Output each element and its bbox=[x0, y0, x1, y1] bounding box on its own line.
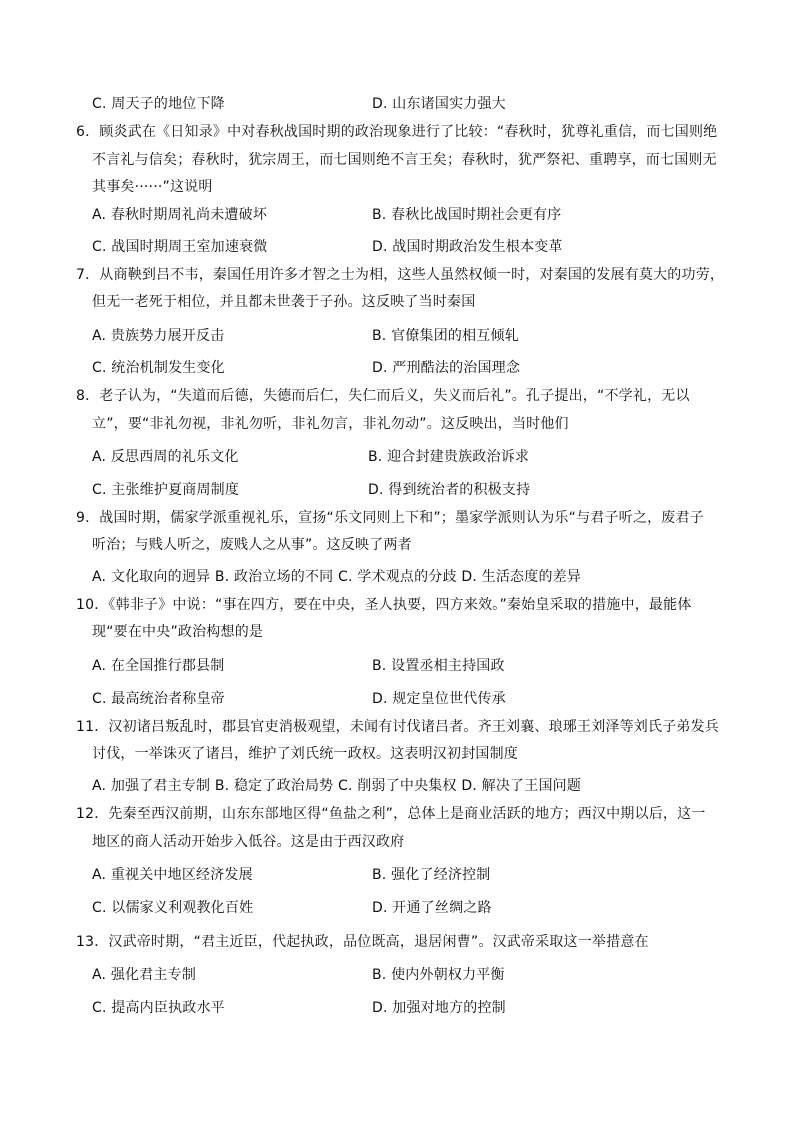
q11-stem-line-2: 讨伐，一举诛灭了诸吕，维护了刘氏统一政权。这表明汉初封国制度 bbox=[92, 746, 518, 762]
q7-option-b: B. 官僚集团的相互倾轧 bbox=[372, 328, 519, 344]
q6-stem-line-1: 6．顾炎武在《日知录》中对春秋战国时期的政治现象进行了比较：“春秋时，犹尊礼重信，而七国则绝 bbox=[76, 124, 718, 140]
q10-option-b: B. 设置丞相主持国政 bbox=[372, 658, 505, 674]
q12-stem-line-2: 地区的商人活动开始步入低谷。这是由于西汉政府 bbox=[92, 834, 405, 850]
q11-options: A. 加强了君主专制 B. 稳定了政治局势 C. 削弱了中央集权 D. 解决了王国问题 bbox=[92, 778, 582, 794]
q7-option-d: D. 严刑酷法的治国理念 bbox=[372, 360, 521, 376]
q6-option-a: A. 春秋时期周礼尚未遭破坏 bbox=[92, 207, 268, 223]
q6-stem-line-2: 不言礼与信矣；春秋时，犹宗周王，而七国则绝不言王矣；春秋时，犹严祭祀、重聘享，而七国则无 bbox=[92, 152, 717, 168]
q12-option-b: B. 强化了经济控制 bbox=[372, 867, 491, 883]
q8-option-c: C. 主张维护夏商周制度 bbox=[92, 482, 240, 498]
q10-option-d: D. 规定皇位世代传承 bbox=[372, 691, 506, 707]
q12-option-a: A. 重视关中地区经济发展 bbox=[92, 867, 253, 883]
q7-option-c: C. 统治机制发生变化 bbox=[92, 360, 225, 376]
q13-option-d: D. 加强对地方的控制 bbox=[372, 1000, 506, 1016]
q9-stem-line-2: 听治；与贱人听之，废贱人之从事”。这反映了两者 bbox=[92, 537, 412, 553]
q6-option-b: B. 春秋比战国时期社会更有序 bbox=[372, 207, 562, 223]
q5-option-c: C. 周天子的地位下降 bbox=[92, 96, 225, 112]
q10-option-c: C. 最高统治者称皇帝 bbox=[92, 691, 225, 707]
q8-stem-line-1: 8．老子认为，“失道而后德，失德而后仁，失仁而后义，失义而后礼”。孔子提出，“不学礼，无以 bbox=[76, 388, 690, 404]
q10-stem-line-1: 10．《韩非子》中说：“事在四方，要在中央，圣人执要，四方来效。”秦始皇采取的措施中，最能体 bbox=[76, 597, 692, 613]
q12-option-d: D. 开通了丝绸之路 bbox=[372, 900, 492, 916]
q8-option-b: B. 迎合封建贵族政治诉求 bbox=[368, 449, 530, 465]
q5-option-d: D. 山东诸国实力强大 bbox=[372, 96, 506, 112]
q8-option-a: A. 反思西周的礼乐文化 bbox=[92, 449, 239, 465]
q6-stem-line-3: 其事矣······”这说明 bbox=[92, 179, 213, 195]
q6-option-d: D. 战国时期政治发生根本变革 bbox=[372, 239, 563, 255]
q11-stem-line-1: 11．汉初诸吕叛乱时，郡县官吏消极观望，未闻有讨伐诸吕者。齐王刘襄、琅琊王刘泽等刘氏子弟发兵 bbox=[76, 719, 720, 735]
q13-option-c: C. 提高内臣执政水平 bbox=[92, 1000, 225, 1016]
q8-stem-line-2: 立”，要“非礼勿视，非礼勿听，非礼勿言，非礼勿动”。这反映出，当时他们 bbox=[92, 416, 569, 432]
q9-options: A. 文化取向的迥异 B. 政治立场的不同 C. 学术观点的分歧 D. 生活态度的差异 bbox=[92, 569, 582, 585]
q13-option-a: A. 强化君主专制 bbox=[92, 967, 197, 983]
q6-option-c: C. 战国时期周王室加速衰微 bbox=[92, 239, 268, 255]
q8-option-d: D. 得到统治者的积极支持 bbox=[368, 482, 531, 498]
q7-stem-line-1: 7．从商鞅到吕不韦，秦国任用许多才智之士为相，这些人虽然权倾一时，对秦国的发展有莫大的功劳， bbox=[76, 267, 725, 283]
q7-option-a: A. 贵族势力展开反击 bbox=[92, 328, 225, 344]
q7-stem-line-2: 但无一老死于相位，并且都未世袭于子孙。这反映了当时秦国 bbox=[92, 294, 476, 310]
q12-stem-line-1: 12．先秦至西汉前期，山东东部地区得“鱼盐之利”，总体上是商业活跃的地方；西汉中期以后，这一 bbox=[76, 806, 706, 822]
q13-stem-line-1: 13．汉武帝时期，“君主近臣，代起执政，品位既高，退居闲曹”。汉武帝采取这一举措意在 bbox=[76, 934, 649, 950]
q10-stem-line-2: 现“要在中央”政治构想的是 bbox=[92, 624, 264, 640]
q10-option-a: A. 在全国推行郡县制 bbox=[92, 658, 225, 674]
q12-option-c: C. 以儒家义利观教化百姓 bbox=[92, 900, 254, 916]
q9-stem-line-1: 9．战国时期，儒家学派重视礼乐，宣扬“乐文同则上下和”；墨家学派则认为乐“与君子听之，废君子 bbox=[76, 510, 704, 526]
q13-option-b: B. 使内外朝权力平衡 bbox=[372, 967, 505, 983]
